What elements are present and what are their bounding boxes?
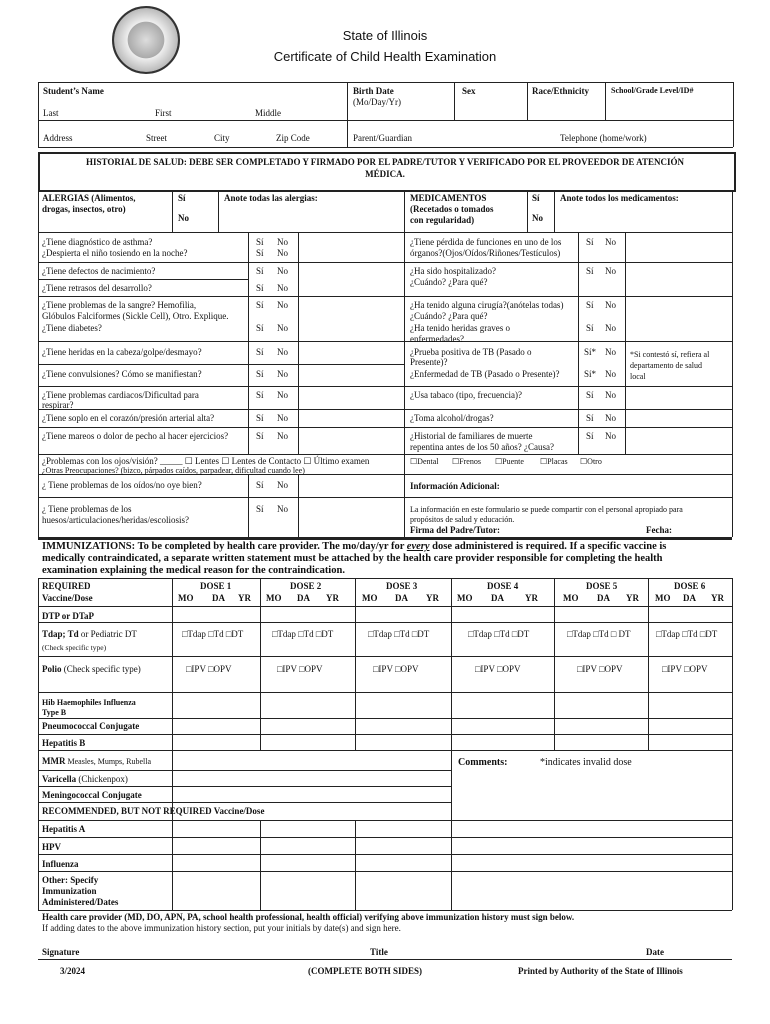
state-title: State of Illinois xyxy=(342,28,428,43)
no-option[interactable]: No xyxy=(605,347,616,357)
other-imm-label: Other: Specify xyxy=(42,875,99,885)
vaccine-dose-label: Vaccine/Dose xyxy=(42,593,93,603)
other-imm-label-2: Immunization xyxy=(42,886,97,896)
race-label: Race/Ethnicity xyxy=(532,86,589,96)
meds-note: Anote todos los medicamentos: xyxy=(560,193,679,203)
si-option[interactable]: Sí xyxy=(256,413,264,423)
q-blood: ¿Tiene problemas de la sangre? Hemofilia, xyxy=(42,300,197,310)
polio-options[interactable]: □IPV □OPV xyxy=(475,664,521,674)
other-dental-option[interactable]: ☐Otro xyxy=(580,457,602,466)
city-label: City xyxy=(214,133,230,143)
pneumo-label: Pneumococcal Conjugate xyxy=(42,721,140,731)
address-label: Address xyxy=(43,133,73,143)
q-surgery-2: ¿Cuándo? ¿Para qué? xyxy=(410,311,488,321)
yr-label: YR xyxy=(525,593,538,603)
yr-label: YR xyxy=(711,593,724,603)
si-option[interactable]: Sí xyxy=(256,504,264,514)
comments-label[interactable]: Comments: xyxy=(458,757,508,768)
hib-label-2: Type B xyxy=(42,708,67,717)
q-injuries: ¿Ha tenido heridas graves o xyxy=(410,323,510,333)
polio-options[interactable]: □IPV □OPV xyxy=(186,664,232,674)
q-cough: ¿Despierta el niño tosiendo en la noche? xyxy=(42,248,188,258)
no-option[interactable]: No xyxy=(605,237,616,247)
q-other: ¿Otras Preocupaciones? (bizco, párpados caídos, parpadear, dificultad cuando lee) xyxy=(42,466,305,475)
si-star-option[interactable]: Sí* xyxy=(584,369,597,379)
meningococcal-label: Meningococcal Conjugate xyxy=(42,790,142,800)
polio-options[interactable]: □IPV □OPV xyxy=(277,664,323,674)
q-heart-2: respirar? xyxy=(42,400,74,410)
q-family: ¿Historial de familiares de muerte xyxy=(410,431,533,441)
form-title: Certificate of Child Health Examination xyxy=(273,49,497,64)
initials-note: If adding dates to the above immunization history section, put your initials by date(s) and sign here. xyxy=(42,923,401,933)
allergies-label-2: drogas, insectos, otro) xyxy=(42,204,126,214)
q-tb-test: ¿Prueba positiva de TB (Pasado o xyxy=(410,347,532,357)
si-option[interactable]: Sí xyxy=(256,248,264,258)
zip-label: Zip Code xyxy=(276,133,310,143)
q-dizzy: ¿Tiene mareos o dolor de pecho al hacer ejercicios? xyxy=(42,431,229,441)
dental-option[interactable]: ☐Dental xyxy=(410,457,439,466)
dose-1-header: DOSE 1 xyxy=(200,581,232,591)
phone-label: Telephone (home/work) xyxy=(560,133,647,143)
si-option[interactable]: Sí xyxy=(586,413,594,423)
no-option[interactable]: No xyxy=(277,323,288,333)
student-name-label: Student’s Name xyxy=(43,86,104,96)
tdap-label: Tdap; Td or Pediatric DT xyxy=(42,629,137,639)
q-hospital-2: ¿Cuándo? ¿Para qué? xyxy=(410,277,488,287)
no-option[interactable]: No xyxy=(605,413,616,423)
no-option[interactable]: No xyxy=(605,390,616,400)
si-option[interactable]: Sí xyxy=(256,431,264,441)
dose-3-header: DOSE 3 xyxy=(386,581,418,591)
si-option[interactable]: Sí xyxy=(586,300,594,310)
mmr-label: MMR Measles, Mumps, Rubella xyxy=(42,756,152,766)
mo-label: MO xyxy=(362,593,378,603)
braces-option[interactable]: ☐Frenos xyxy=(452,457,481,466)
da-label: DA xyxy=(597,593,610,603)
no-option[interactable]: No xyxy=(277,431,288,441)
mo-label: MO xyxy=(655,593,671,603)
date-label[interactable]: Fecha: xyxy=(646,525,672,535)
meds-label: MEDICAMENTOS xyxy=(410,193,487,203)
polio-options[interactable]: □IPV □OPV xyxy=(577,664,623,674)
q-development: ¿Tiene retrasos del desarrollo? xyxy=(42,283,152,293)
si-option[interactable]: Sí xyxy=(256,300,264,310)
meds-no[interactable]: No xyxy=(532,213,543,223)
title-label[interactable]: Title xyxy=(370,947,388,957)
no-option[interactable]: No xyxy=(277,248,288,258)
no-option[interactable]: No xyxy=(605,431,616,441)
provider-statement: Health care provider (MD, DO, APN, PA, school health professional, health official) verifying above immunization history must sign below. xyxy=(42,912,575,922)
no-option[interactable]: No xyxy=(277,413,288,423)
mo-label: MO xyxy=(178,593,194,603)
yr-label: YR xyxy=(238,593,251,603)
imm-intro-2: medically contraindicated, a separate written statement must be attached by the health care provider responsible for completing the health xyxy=(42,553,663,564)
hpv-label: HPV xyxy=(42,842,61,852)
si-option[interactable]: Sí xyxy=(586,323,594,333)
hib-label: Hib Haemophiles Influenza xyxy=(42,698,136,707)
mo-label: MO xyxy=(266,593,282,603)
signature-label[interactable]: Signature xyxy=(42,947,80,957)
tdap-options[interactable]: □Tdap □Td □DT xyxy=(656,629,718,639)
no-option[interactable]: No xyxy=(277,369,288,379)
dtp-label: DTP or DTaP xyxy=(42,611,95,621)
hepb-label: Hepatitis B xyxy=(42,738,86,748)
si-option[interactable]: Sí xyxy=(256,237,264,247)
additional-info-label: Información Adicional: xyxy=(410,481,500,491)
school-label: School/Grade Level/ID# xyxy=(611,86,694,95)
allergies-note: Anote todas las alergias: xyxy=(224,193,318,203)
q-asthma: ¿Tiene diagnóstico de asthma? xyxy=(42,237,153,247)
parent-label: Parent/Guardian xyxy=(353,133,412,143)
tdap-options[interactable]: □Tdap □Td □ DT xyxy=(567,629,631,639)
q-birth-defects: ¿Tiene defectos de nacimiento? xyxy=(42,266,156,276)
si-option[interactable]: Sí xyxy=(256,347,264,357)
si-option[interactable]: Sí xyxy=(586,237,594,247)
yr-label: YR xyxy=(426,593,439,603)
q-tobacco: ¿Usa tabaco (tipo, frecuencia)? xyxy=(410,390,522,400)
q-family-2: repentina antes de los 50 años? ¿Causa? xyxy=(410,442,554,452)
street-label: Street xyxy=(146,133,167,143)
mo-label: MO xyxy=(457,593,473,603)
hepa-label: Hepatitis A xyxy=(42,824,86,834)
required-label: REQUIRED xyxy=(42,581,91,591)
tdap-check-note: (Check specific type) xyxy=(42,643,107,652)
parent-signature-label[interactable]: Firma del Padre/Tutor: xyxy=(410,525,500,535)
tdap-options[interactable]: □Tdap □Td □DT xyxy=(368,629,430,639)
meds-label-2: (Recetados o tomados xyxy=(410,204,494,214)
plates-option[interactable]: ☐Placas xyxy=(540,457,568,466)
si-option[interactable]: Sí xyxy=(586,266,594,276)
meds-label-3: con regularidad) xyxy=(410,215,475,225)
q-murmur: ¿Tiene soplo en el corazón/presión arterial alta? xyxy=(42,413,215,423)
no-option[interactable]: No xyxy=(277,390,288,400)
q-head: ¿Tiene heridas en la cabeza/golpe/desmayo? xyxy=(42,347,202,357)
history-banner: HISTORIAL DE SALUD: DEBE SER COMPLETADO Y FIRMADO POR EL PADRE/TUTOR Y VERIFICADO POR EL PROVEEDOR DE ATENCIÓN xyxy=(86,157,684,167)
si-option[interactable]: Sí xyxy=(586,390,594,400)
si-option[interactable]: Sí xyxy=(256,480,264,490)
tdap-options[interactable]: □Tdap □Td □DT xyxy=(468,629,530,639)
polio-options[interactable]: □IPV □OPV xyxy=(662,664,708,674)
no-option[interactable]: No xyxy=(277,237,288,247)
birth-date-label: Birth Date xyxy=(353,86,394,96)
footer-date-label[interactable]: Date xyxy=(646,947,664,957)
da-label: DA xyxy=(683,593,696,603)
dose-6-header: DOSE 6 xyxy=(674,581,706,591)
no-option[interactable]: No xyxy=(277,266,288,276)
form-version: 3/2024 xyxy=(60,966,86,976)
no-option[interactable]: No xyxy=(277,283,288,293)
no-option[interactable]: No xyxy=(277,480,288,490)
da-label: DA xyxy=(297,593,310,603)
sex-label: Sex xyxy=(462,86,476,96)
q-surgery: ¿Ha tenido alguna cirugía?(anótelas todas) xyxy=(410,300,564,310)
si-option[interactable]: Sí xyxy=(256,266,264,276)
complete-both-sides: (COMPLETE BOTH SIDES) xyxy=(308,966,423,976)
q-heart: ¿Tiene problemas cardiacos/Dificultad para xyxy=(42,390,199,400)
authority-note: Printed by Authority of the State of Illinois xyxy=(518,966,683,976)
yr-label: YR xyxy=(626,593,639,603)
q-tb-test-2: Presente)? xyxy=(410,357,448,367)
tdap-options[interactable]: □Tdap □Td □DT xyxy=(182,629,244,639)
no-option[interactable]: No xyxy=(277,347,288,357)
mo-label: MO xyxy=(563,593,579,603)
allergies-si[interactable]: Sí xyxy=(178,193,186,203)
influenza-label: Influenza xyxy=(42,859,79,869)
q-ears: ¿ Tiene problemas de los oídos/no oye bien? xyxy=(42,480,202,490)
q-diabetes: ¿Tiene diabetes? xyxy=(42,323,102,333)
no-option[interactable]: No xyxy=(605,323,616,333)
no-option[interactable]: No xyxy=(605,369,616,379)
last-label: Last xyxy=(43,108,59,118)
polio-label: Polio (Check specific type) xyxy=(42,664,141,674)
dose-5-header: DOSE 5 xyxy=(586,581,618,591)
q-injuries-2: enfermedades? xyxy=(410,334,464,344)
bridge-option[interactable]: ☐Puente xyxy=(495,457,524,466)
q-tb-disease: ¿Enfermedad de TB (Pasado o Presente)? xyxy=(410,369,560,379)
no-option[interactable]: No xyxy=(605,300,616,310)
first-label: First xyxy=(155,108,172,118)
tb-note-3: local xyxy=(630,372,646,381)
q-bones-2: huesos/articulaciones/heridas/escoliosis? xyxy=(42,515,189,525)
middle-label: Middle xyxy=(255,108,281,118)
si-option[interactable]: Sí xyxy=(256,369,264,379)
si-option[interactable]: Sí xyxy=(256,323,264,333)
meds-si[interactable]: Sí xyxy=(532,193,540,203)
tdap-options[interactable]: □Tdap □Td □DT xyxy=(272,629,334,639)
q-organ: ¿Tiene pérdida de funciones en uno de los xyxy=(410,237,562,247)
no-option[interactable]: No xyxy=(277,504,288,514)
allergies-no[interactable]: No xyxy=(178,213,189,223)
q-vision: ¿Problemas con los ojos/visión? _____ ☐ Lentes ☐ Lentes de Contacto ☐ Último examen xyxy=(42,456,370,466)
si-option[interactable]: Sí xyxy=(586,431,594,441)
birth-format: (Mo/Day/Yr) xyxy=(353,97,401,107)
tb-note-2: departamento de salud xyxy=(630,361,702,370)
q-blood-2: Glóbulos Falciformes (Sickle Cell), Otro. Explique. xyxy=(42,311,229,321)
consent-text-2: propósitos de salud y educación. xyxy=(410,515,515,524)
no-option[interactable]: No xyxy=(605,266,616,276)
imm-intro-3: examination explaining the medical reason for the contraindication. xyxy=(42,565,345,576)
q-organ-2: órganos?(Ojos/Oídos/Riñones/Testículos) xyxy=(410,248,561,258)
q-hospital: ¿Ha sido hospitalizado? xyxy=(410,266,496,276)
no-option[interactable]: No xyxy=(277,300,288,310)
consent-text: La información en este formulario se puede compartir con el personal apropiado para xyxy=(410,505,683,514)
q-seizures: ¿Tiene convulsiones? Cómo se manifiestan? xyxy=(42,369,202,379)
history-banner-2: MÉDICA. xyxy=(365,169,405,179)
imm-intro: IMMUNIZATIONS: To be completed by health care provider. The mo/day/yr for every dose administered is required. If a specific vaccine is xyxy=(42,541,667,552)
da-label: DA xyxy=(395,593,408,603)
allergies-label: ALERGIAS (Alimentos, xyxy=(42,193,136,203)
recommended-label: RECOMMENDED, BUT NOT REQUIRED Vaccine/Dose xyxy=(42,806,265,816)
si-option[interactable]: Sí xyxy=(256,390,264,400)
da-label: DA xyxy=(491,593,504,603)
dose-4-header: DOSE 4 xyxy=(487,581,519,591)
si-star-option[interactable]: Sí* xyxy=(584,347,597,357)
yr-label: YR xyxy=(326,593,339,603)
polio-options[interactable]: □IPV □OPV xyxy=(373,664,419,674)
invalid-dose-note: *indicates invalid dose xyxy=(540,757,632,768)
da-label: DA xyxy=(212,593,225,603)
si-option[interactable]: Sí xyxy=(256,283,264,293)
q-bones: ¿ Tiene problemas de los xyxy=(42,504,132,514)
tb-note: *Si contestó sí, refiera al xyxy=(630,350,710,359)
other-imm-label-3: Administered/Dates xyxy=(42,897,119,907)
dose-2-header: DOSE 2 xyxy=(290,581,322,591)
varicella-label: Varicella (Chickenpox) xyxy=(42,774,128,784)
q-alcohol: ¿Toma alcohol/drogas? xyxy=(410,413,494,423)
